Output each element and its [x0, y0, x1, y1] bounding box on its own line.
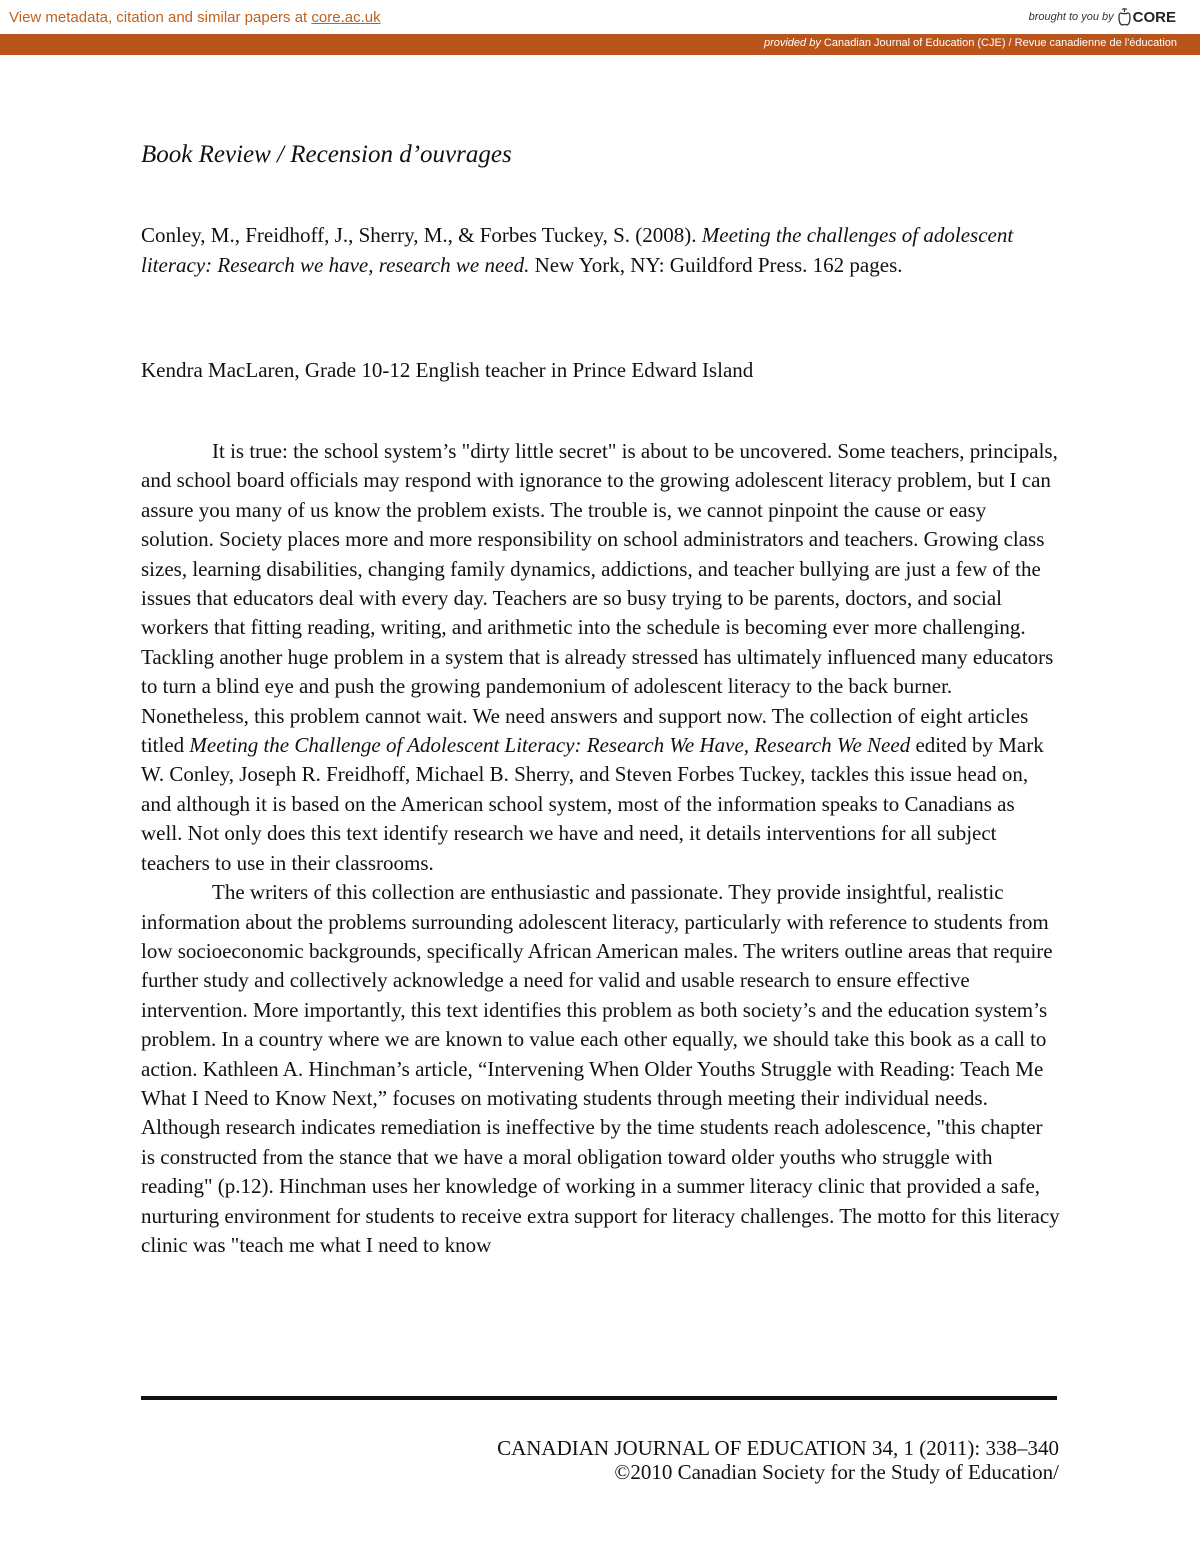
- core-logo[interactable]: [1118, 8, 1176, 26]
- paragraph-2: The writers of this collection are enthusiastic and passionate. They provide insightful, realistic information about the problems surrounding adolescent literacy, particularly with reference to students from low socioeconomic backgrounds, specifically African American males. The writers outline areas that require further study and collectively acknowledge a need for valid and usable research to ensure effective intervention. More importantly, this text identifies this problem as both society’s and the education system’s problem. In a country where we are known to value each other equally, we should take this book as a call to action. Kathleen A. Hinchman’s article, “Intervening When Older Youths Struggle with Reading: Teach Me What I Need to Know Next,” focuses on motivating students through meeting their individual needs. Although research indicates remediation is ineffective by the time students reach adolescence, "this chapter is constructed from the stance that we have a moral obligation toward older youths who struggle with reading" (p.12). Hinchman uses her knowledge of working in a summer literacy clinic that provided a safe, nurturing environment for students to receive extra support for literacy challenges. The motto for this literacy clinic was "teach me what I need to know: [141, 880, 1060, 1257]
- journal-citation: CANADIAN JOURNAL OF EDUCATION 34, 1 (2011): 338–340: [497, 1436, 1059, 1460]
- citation-authors: Conley, M., Freidhoff, J., Sherry, M., & Forbes Tuckey, S. (2008).: [141, 223, 702, 247]
- core-metadata-text: View metadata, citation and similar papers at: [9, 9, 312, 26]
- brought-to-you-label: brought to you by: [1028, 11, 1114, 23]
- core-brought-by[interactable]: [1029, 8, 1176, 26]
- provided-by-label: provided by: [763, 37, 821, 49]
- core-metadata-link-line: [9, 9, 381, 26]
- core-ac-uk-link[interactable]: core.ac.uk: [311, 9, 381, 26]
- paragraph-1-text-b: edited by Mark W. Conley, Joseph R. Freidhoff, Michael B. Sherry, and Steven Forbes Tuckey, tackles this issue head on, and although it is based on the American school system, most of the information speaks to Canadians as well. Not only does this text identify research we have and need, it details interventions for all subject teachers to use in their classrooms.: [141, 733, 1044, 875]
- reviewer-byline: Kendra MacLaren, Grade 10-12 English teacher in Prince Edward Island: [141, 358, 754, 382]
- core-provided-bar: [0, 34, 1200, 55]
- core-header: [0, 0, 1200, 34]
- footer-divider: [141, 1396, 1057, 1400]
- citation-publisher: New York, NY: Guildford Press. 162 pages.: [529, 252, 903, 277]
- citation-title: Meeting the challenges of adolescent literacy: Research we have, research we need.: [141, 223, 1014, 277]
- review-body: [141, 437, 1061, 1260]
- core-logo-text: CORE: [1132, 8, 1176, 26]
- paragraph-1-text-a: It is true: the school system’s "dirty little secret" is about to be uncovered. Some teachers, principals, and school board officials may respond with ignorance to the growing adolescent literacy problem, but I can assure you many of us know the problem exists. The trouble is, we cannot pinpoint the cause or easy solution. Society places more and more responsibility on school administrators and teachers. Growing class sizes, learning disabilities, changing family dynamics, addictions, and teacher bullying are just a few of the issues that educators deal with every day. Teachers are so busy trying to be parents, doctors, and social workers that fitting reading, writing, and arithmetic into the schedule is becoming ever more challenging. Tackling another huge problem in a system that is already stressed has ultimately influenced many educators to turn a blind eye and push the growing pandemonium of adolescent literacy to the back burner. Nonetheless, this problem cannot wait. We need answers and support now. The collection of eight articles titled: [141, 439, 1058, 758]
- provided-by-line[interactable]: [764, 37, 1177, 49]
- copyright-line: ©2010 Canadian Society for the Study of Education/: [614, 1460, 1059, 1484]
- paragraph-1: [141, 437, 1061, 878]
- provided-by-source: Canadian Journal of Education (CJE) / Revue canadienne de l'éducation: [823, 37, 1177, 49]
- section-heading: Book Review / Recension d’ouvrages: [141, 141, 512, 168]
- footer-journal-info: [497, 1436, 1059, 1484]
- core-apple-icon: [1118, 8, 1131, 26]
- paragraph-1-book-title: Meeting the Challenge of Adolescent Literacy: Research We Have, Research We Need: [189, 733, 911, 758]
- book-citation: [141, 221, 1041, 280]
